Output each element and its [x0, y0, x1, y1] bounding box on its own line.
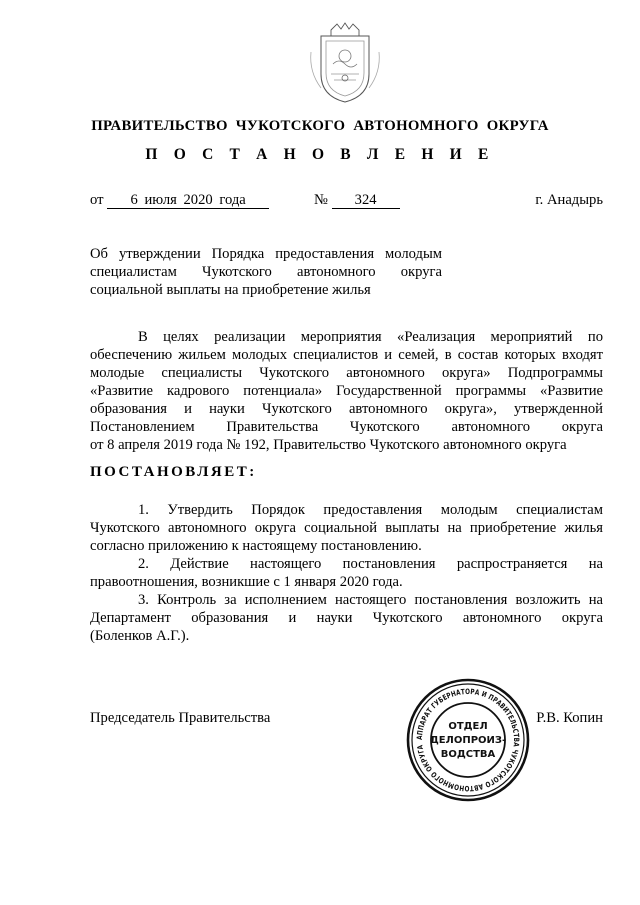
item-line: правоотношения, возникшие с 1 января 2020 года. — [90, 574, 403, 590]
stamp-center-text: ОТДЕЛ — [448, 721, 488, 732]
preamble-line: обеспечению жильем молодых специалистов и семей, в состав которых входят — [90, 347, 603, 363]
coat-of-arms-emblem — [307, 22, 383, 106]
number-prefix: № — [314, 192, 328, 208]
government-title: ПРАВИТЕЛЬСТВО ЧУКОТСКОГО АВТОНОМНОГО ОКРУГА — [91, 118, 549, 134]
date-value: 6 июля 2020 года — [107, 192, 269, 209]
date-prefix: от — [90, 192, 104, 208]
item-line: (Боленков А.Г.). — [90, 628, 190, 644]
item-line: Чукотского автономного округа социальной выплаты на приобретение жилья — [90, 520, 603, 536]
preamble-paragraph — [90, 328, 603, 454]
item-line: Департамент образования и науки Чукотского автономного округа — [90, 610, 603, 626]
number-field — [314, 191, 400, 209]
preamble-line: от 8 апреля 2019 года № 192, Правительство Чукотского автономного округа — [90, 437, 567, 453]
office-stamp — [405, 677, 531, 803]
city: г. Анадырь — [535, 192, 603, 208]
subject-line: Об утверждении Порядка предоставления молодым — [90, 246, 442, 262]
item-line: 1. Утвердить Порядок предоставления молодым специалистам — [138, 502, 603, 518]
date-field — [90, 191, 269, 209]
preamble-line: образования и науки Чукотского автономного округа», утвержденной — [90, 401, 603, 417]
item-line: 2. Действие настоящего постановления распространяется на — [138, 556, 603, 572]
preamble-line: молодые специалисты Чукотского автономного округа» Подпрограммы — [90, 365, 603, 381]
item-line: согласно приложению к настоящему постановлению. — [90, 538, 422, 554]
stamp-center-text: ДЕЛОПРОИЗ- — [429, 735, 507, 746]
signatory-name: Р.В. Копин — [536, 710, 603, 726]
resolution-items — [90, 501, 603, 645]
signatory-position: Председатель Правительства — [90, 710, 271, 726]
subject-line: специалистам Чукотского автономного округа — [90, 264, 442, 280]
preamble-line: «Развитие кадрового потенциала» Государственной программы «Развитие — [90, 383, 603, 399]
preamble-line: В целях реализации мероприятия «Реализация мероприятий по — [138, 329, 603, 345]
document-type: П О С Т А Н О В Л Е Н И Е — [145, 146, 495, 163]
stamp-outer-text: АППАРАТ ГУБЕРНАТОРА И ПРАВИТЕЛЬСТВА ЧУКОТСКОГО АВТОНОМНОГО ОКРУГА — [414, 686, 522, 794]
item-line: 3. Контроль за исполнением настоящего постановления возложить на — [138, 592, 603, 608]
resolves-heading: ПОСТАНОВЛЯЕТ: — [90, 464, 257, 480]
number-value: 324 — [332, 192, 400, 209]
preamble-line: Постановлением Правительства Чукотского автономного округа — [90, 419, 603, 435]
stamp-center-text: ВОДСТВА — [440, 749, 496, 760]
subject-block — [90, 245, 442, 299]
subject-line: социальной выплаты на приобретение жилья — [90, 282, 371, 298]
